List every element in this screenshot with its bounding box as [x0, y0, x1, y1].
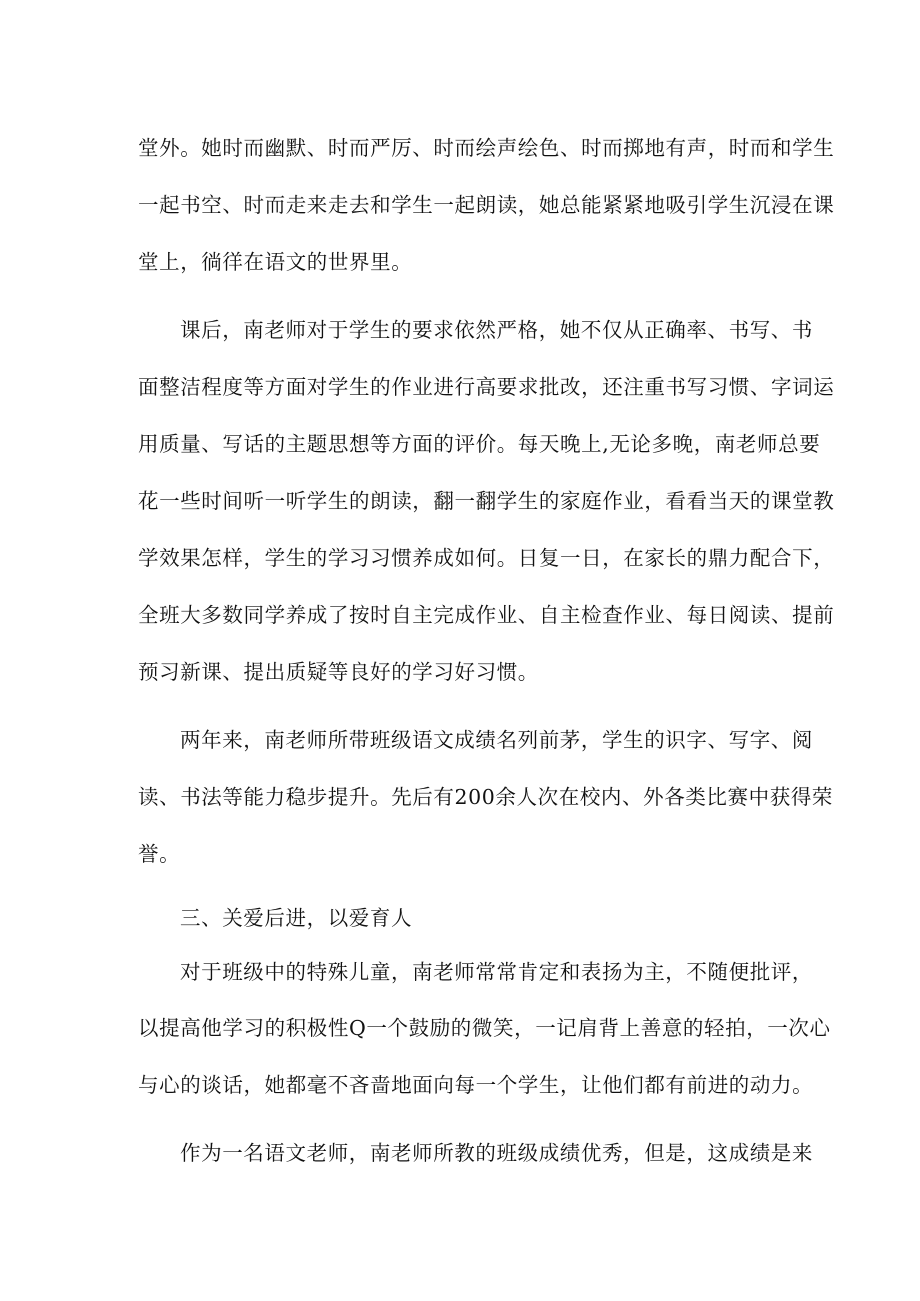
- section-heading: 三、关爱后进，以爱育人: [180, 906, 413, 930]
- paragraph-1-line-3: 堂上，徜徉在语文的世界里。: [138, 250, 413, 274]
- paragraph-2-line-1: 课后，南老师对于学生的要求依然严格，她不仅从正确率、书写、书: [180, 318, 813, 342]
- paragraph-2-line-7: 预习新课、提出质疑等良好的学习好习惯。: [138, 660, 539, 684]
- paragraph-3-line-1: 两年来，南老师所带班级语文成绩名列前茅，学生的识字、写字、阅: [180, 728, 813, 752]
- paragraph-1-line-1: 堂外。她时而幽默、时而严厉、时而绘声绘色、时而掷地有声，时而和学生: [138, 136, 835, 160]
- paragraph-2-line-5: 学效果怎样，学生的学习习惯养成如何。日复一日，在家长的鼎力配合下，: [138, 546, 835, 570]
- paragraph-2-line-6: 全班大多数同学养成了按时自主完成作业、自主检查作业、每日阅读、提前: [138, 603, 835, 627]
- paragraph-4-line-2: 以提高他学习的积极性Q一个鼓励的微笑，一记肩背上善意的轻拍，一次心: [138, 1016, 831, 1040]
- paragraph-1-line-2: 一起书空、时而走来走去和学生一起朗读，她总能紧紧地吸引学生沉浸在课: [138, 193, 835, 217]
- paragraph-3-line-3: 誉。: [138, 842, 181, 866]
- paragraph-4-line-3: 与心的谈话，她都毫不吝啬地面向每一个学生，让他们都有前进的动力。: [138, 1073, 814, 1097]
- paragraph-4-line-1: 对于班级中的特殊儿童，南老师常常肯定和表扬为主，不随便批评，: [180, 960, 813, 984]
- paragraph-2-line-2: 面整洁程度等方面对学生的作业进行高要求批改，还注重书写习惯、字词运: [138, 375, 835, 399]
- paragraph-5-line-1: 作为一名语文老师，南老师所教的班级成绩优秀，但是，这成绩是来: [180, 1141, 813, 1165]
- paragraph-3-line-2: 读、书法等能力稳步提升。先后有200余人次在校内、外各类比赛中获得荣: [138, 785, 834, 809]
- paragraph-2-line-4: 花一些时间听一听学生的朗读，翻一翻学生的家庭作业，看看当天的课堂教: [138, 489, 835, 513]
- paragraph-2-line-3: 用质量、写话的主题思想等方面的评价。每天晚上,无论多晚，南老师总要: [138, 432, 821, 456]
